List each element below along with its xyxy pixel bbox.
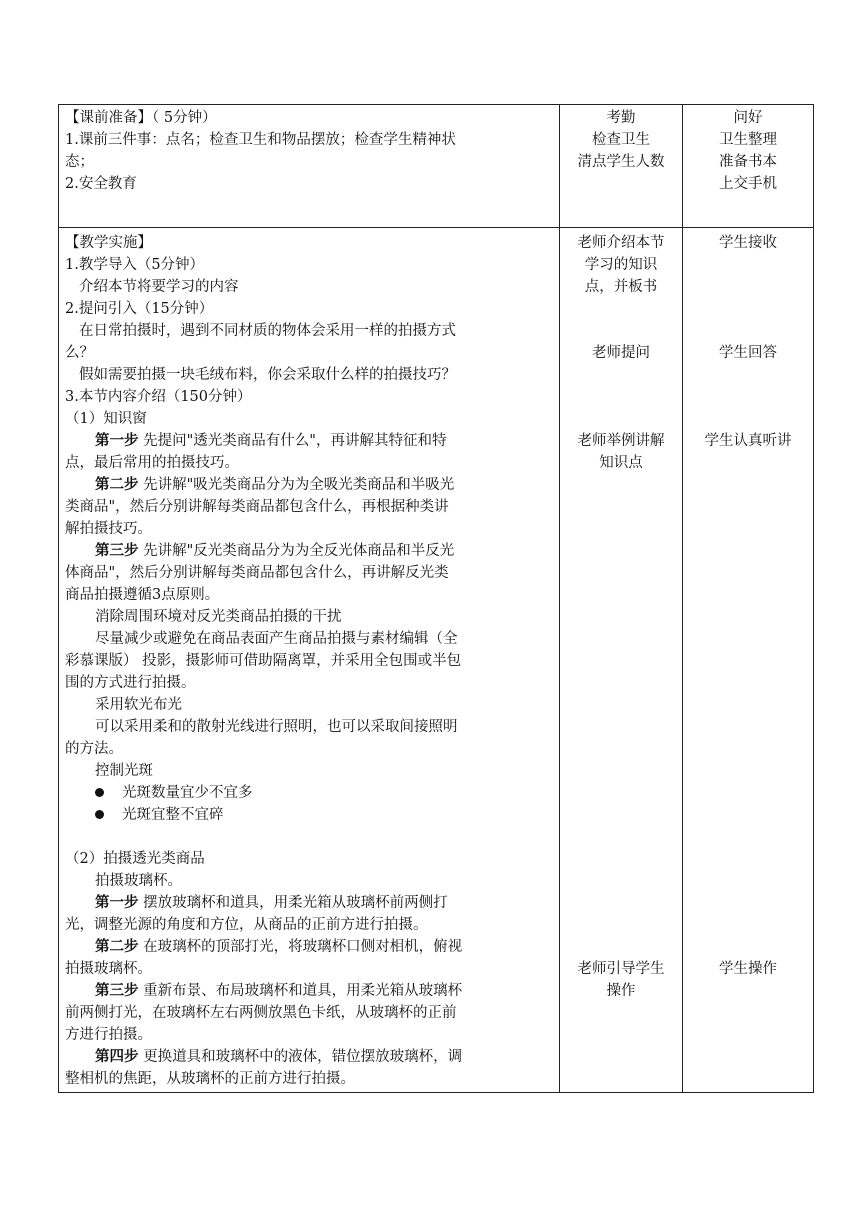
step-label: 第三步 — [95, 982, 139, 999]
teacher-activity: 操作 — [606, 983, 636, 999]
prep-line: 1.课前三件事：点名；检查卫生和物品摆放；检查学生精神状 — [65, 132, 456, 148]
paragraph: 假如需要拍摄一块毛绒布料，你会采取什么样的拍摄技巧？ — [79, 367, 456, 383]
paragraph: 的方法。 — [65, 741, 123, 757]
teacher-activity: 点，并板书 — [584, 279, 658, 295]
paragraph: 类商品"，然后分别讲解每类商品都包含什么，再根据种类讲 — [65, 499, 449, 515]
subsection-title: （1）知识窗 — [65, 411, 147, 427]
paragraph: 光，调整光源的角度和方位，从商品的正前方进行拍摄。 — [65, 917, 428, 933]
paragraph: 前两侧打光，在玻璃杯左右两侧放黑色卡纸，从玻璃杯的正前 — [65, 1005, 457, 1021]
prep-teacher-cell — [560, 105, 683, 228]
paragraph: 彩慕课版） 投影，摄影师可借助隔离罩，并采用全包围或半包 — [65, 653, 462, 669]
principle-title: 消除周围环境对反光类商品拍摄的干扰 — [95, 609, 342, 625]
step-paragraph: 第一步 摆放玻璃杯和道具，用柔光箱从玻璃杯前两侧打 — [95, 894, 448, 911]
step-label: 第一步 — [95, 894, 139, 911]
step-paragraph: 第四步 更换道具和玻璃杯中的液体，错位摆放玻璃杯，调 — [95, 1048, 463, 1065]
impl-heading: 【教学实施】 — [65, 235, 152, 251]
step-paragraph: 第二步 先讲解"吸光类商品分为为全吸光类商品和半吸光 — [95, 476, 455, 493]
student-activity: 学生操作 — [719, 961, 777, 977]
student-activity: 准备书本 — [719, 154, 777, 170]
principle-title: 控制光斑 — [95, 763, 153, 779]
paragraph: 尽量减少或避免在商品表面产生商品拍摄与素材编辑（全 — [95, 631, 458, 647]
paragraph: 解拍摄技巧。 — [65, 521, 152, 537]
lesson-plan-table — [58, 104, 814, 1093]
prep-heading: 【课前准备】（ 5分钟） — [65, 110, 217, 126]
step-paragraph: 第三步 先讲解"反光类商品分为为全反光体商品和半反光 — [95, 542, 455, 559]
student-activity: 卫生整理 — [719, 132, 777, 148]
teacher-activity: 学习的知识 — [584, 257, 658, 273]
step-label: 第四步 — [95, 1048, 139, 1065]
paragraph: 在日常拍摄时，遇到不同材质的物体会采用一样的拍摄方式 — [79, 323, 456, 339]
paragraph: 拍摄玻璃杯。 — [65, 961, 152, 977]
step-label: 第二步 — [95, 938, 139, 955]
paragraph: 方进行拍摄。 — [65, 1027, 152, 1043]
impl-teacher-cell — [560, 228, 683, 1093]
prep-line: 2.安全教育 — [65, 176, 137, 192]
student-activity: 学生接收 — [719, 235, 777, 251]
prep-student-cell — [683, 105, 814, 228]
paragraph: 拍摄玻璃杯。 — [95, 873, 182, 889]
step-label: 第二步 — [95, 476, 139, 493]
impl-row — [59, 228, 814, 1093]
step-paragraph: 第二步 在玻璃杯的顶部打光，将玻璃杯口侧对相机，俯视 — [95, 938, 463, 955]
paragraph: 体商品"，然后分别讲解每类商品都包含什么，再讲解反光类 — [65, 565, 449, 581]
impl-student-cell — [683, 228, 814, 1093]
teacher-activity: 清点学生人数 — [577, 154, 665, 170]
prep-line: 态； — [65, 154, 94, 170]
subsection-title: （2）拍摄透光类商品 — [65, 851, 205, 867]
prep-row — [59, 105, 814, 228]
teacher-activity: 老师介绍本节 — [577, 235, 665, 251]
paragraph: 介绍本节将要学习的内容 — [79, 279, 239, 295]
bullet-icon — [95, 788, 104, 797]
section-title: 1.教学导入（5分钟） — [65, 257, 205, 273]
paragraph: 商品拍摄遵循3点原则。 — [65, 587, 220, 603]
step-label: 第三步 — [95, 542, 139, 559]
bullet-item: 光斑数量宜少不宜多 — [65, 782, 555, 804]
teacher-activity: 老师举例讲解 — [577, 433, 665, 449]
bullet-icon — [95, 810, 104, 819]
teacher-activity: 知识点 — [599, 455, 643, 471]
teacher-activity: 老师提问 — [592, 345, 650, 361]
paragraph: 围的方式进行拍摄。 — [65, 675, 196, 691]
paragraph: 整相机的焦距，从玻璃杯的正前方进行拍摄。 — [65, 1071, 355, 1087]
teacher-activity: 考勤 — [606, 110, 636, 126]
step-paragraph: 第一步 先提问"透光类商品有什么"，再讲解其特征和特 — [95, 432, 447, 449]
student-activity: 上交手机 — [719, 176, 777, 192]
bullet-item: 光斑宜整不宜碎 — [65, 804, 555, 826]
paragraph: 么？ — [65, 345, 94, 361]
section-title: 3.本节内容介绍（150分钟） — [65, 389, 252, 405]
impl-content-cell — [59, 228, 560, 1093]
principle-title: 采用软光布光 — [95, 697, 182, 713]
section-title: 2.提问引入（15分钟） — [65, 301, 214, 317]
prep-content-cell — [59, 105, 560, 228]
step-paragraph: 第三步 重新布景、布局玻璃杯和道具，用柔光箱从玻璃杯 — [95, 982, 463, 999]
student-activity: 问好 — [733, 110, 763, 126]
student-activity: 学生回答 — [719, 345, 777, 361]
lesson-plan-sheet — [58, 104, 803, 1093]
step-label: 第一步 — [95, 432, 139, 449]
teacher-activity: 检查卫生 — [592, 132, 650, 148]
student-activity: 学生认真听讲 — [704, 433, 792, 449]
teacher-activity: 老师引导学生 — [577, 961, 665, 977]
paragraph: 可以采用柔和的散射光线进行照明，也可以采取间接照明 — [95, 719, 458, 735]
paragraph: 点，最后常用的拍摄技巧。 — [65, 455, 239, 471]
